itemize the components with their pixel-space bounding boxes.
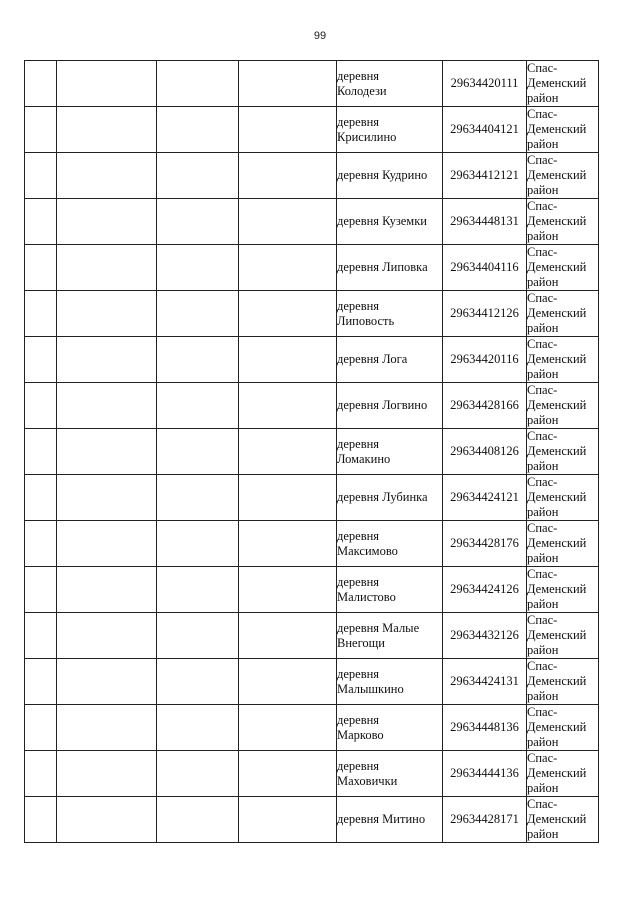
table-row (25, 107, 599, 153)
oktmo-code-cell: 29634444136 (443, 751, 527, 797)
empty-cell (25, 475, 57, 521)
empty-cell (57, 521, 157, 567)
empty-cell (25, 429, 57, 475)
empty-cell (239, 107, 337, 153)
empty-cell (25, 153, 57, 199)
empty-cell (25, 613, 57, 659)
table-row (25, 705, 599, 751)
empty-cell (57, 475, 157, 521)
district-cell: Спас- Деменский район (527, 291, 599, 337)
settlement-name-cell: деревня Митино (337, 797, 443, 843)
settlement-name-cell: деревня Лога (337, 337, 443, 383)
table-row (25, 199, 599, 245)
district-cell: Спас- Деменский район (527, 521, 599, 567)
empty-cell (157, 61, 239, 107)
empty-cell (57, 153, 157, 199)
empty-cell (25, 245, 57, 291)
district-cell: Спас- Деменский район (527, 245, 599, 291)
district-cell: Спас- Деменский район (527, 153, 599, 199)
settlement-name-cell: деревня Малистово (337, 567, 443, 613)
empty-cell (57, 613, 157, 659)
empty-cell (157, 567, 239, 613)
settlement-name-cell: деревня Малышкино (337, 659, 443, 705)
empty-cell (57, 429, 157, 475)
district-cell: Спас- Деменский район (527, 613, 599, 659)
table-row (25, 245, 599, 291)
table-row (25, 61, 599, 107)
oktmo-code-cell: 29634420116 (443, 337, 527, 383)
settlement-name-cell: деревня Малые Внегощи (337, 613, 443, 659)
district-cell: Спас- Деменский район (527, 61, 599, 107)
empty-cell (25, 567, 57, 613)
district-cell: Спас- Деменский район (527, 107, 599, 153)
oktmo-code-cell: 29634420111 (443, 61, 527, 107)
empty-cell (239, 245, 337, 291)
empty-cell (157, 337, 239, 383)
oktmo-code-cell: 29634428176 (443, 521, 527, 567)
empty-cell (239, 337, 337, 383)
oktmo-code-cell: 29634448131 (443, 199, 527, 245)
settlement-name-cell: деревня Лубинка (337, 475, 443, 521)
table-row (25, 337, 599, 383)
empty-cell (157, 107, 239, 153)
empty-cell (157, 245, 239, 291)
empty-cell (157, 429, 239, 475)
empty-cell (239, 751, 337, 797)
empty-cell (157, 705, 239, 751)
empty-cell (157, 475, 239, 521)
empty-cell (157, 521, 239, 567)
oktmo-code-cell: 29634448136 (443, 705, 527, 751)
settlement-name-cell: деревня Максимово (337, 521, 443, 567)
settlement-name-cell: деревня Марково (337, 705, 443, 751)
oktmo-code-cell: 29634428166 (443, 383, 527, 429)
district-cell: Спас- Деменский район (527, 475, 599, 521)
oktmo-code-cell: 29634424121 (443, 475, 527, 521)
empty-cell (57, 291, 157, 337)
empty-cell (239, 705, 337, 751)
empty-cell (57, 383, 157, 429)
empty-cell (239, 291, 337, 337)
empty-cell (239, 153, 337, 199)
empty-cell (239, 61, 337, 107)
empty-cell (239, 199, 337, 245)
oktmo-code-cell: 29634408126 (443, 429, 527, 475)
empty-cell (25, 199, 57, 245)
empty-cell (157, 751, 239, 797)
page-number: 99 (313, 30, 327, 42)
empty-cell (157, 153, 239, 199)
oktmo-code-cell: 29634404116 (443, 245, 527, 291)
district-cell: Спас- Деменский район (527, 797, 599, 843)
empty-cell (57, 337, 157, 383)
empty-cell (25, 751, 57, 797)
table-row (25, 153, 599, 199)
settlement-name-cell: деревня Логвино (337, 383, 443, 429)
empty-cell (57, 61, 157, 107)
district-cell: Спас- Деменский район (527, 751, 599, 797)
empty-cell (57, 567, 157, 613)
oktmo-code-cell: 29634412126 (443, 291, 527, 337)
table-row (25, 797, 599, 843)
empty-cell (157, 797, 239, 843)
empty-cell (157, 613, 239, 659)
settlement-name-cell: деревня Маховички (337, 751, 443, 797)
oktmo-code-cell: 29634424126 (443, 567, 527, 613)
empty-cell (25, 107, 57, 153)
empty-cell (25, 383, 57, 429)
table-row (25, 475, 599, 521)
district-cell: Спас- Деменский район (527, 383, 599, 429)
table-row (25, 291, 599, 337)
empty-cell (25, 797, 57, 843)
empty-cell (239, 475, 337, 521)
empty-cell (57, 199, 157, 245)
empty-cell (157, 383, 239, 429)
table-row (25, 383, 599, 429)
empty-cell (25, 659, 57, 705)
empty-cell (157, 659, 239, 705)
district-cell: Спас- Деменский район (527, 705, 599, 751)
table-row (25, 521, 599, 567)
empty-cell (239, 797, 337, 843)
empty-cell (239, 521, 337, 567)
empty-cell (239, 383, 337, 429)
oktmo-code-cell: 29634424131 (443, 659, 527, 705)
district-cell: Спас- Деменский район (527, 199, 599, 245)
empty-cell (25, 521, 57, 567)
district-cell: Спас- Деменский район (527, 429, 599, 475)
settlements-table (24, 60, 599, 843)
oktmo-code-cell: 29634404121 (443, 107, 527, 153)
empty-cell (57, 659, 157, 705)
oktmo-code-cell: 29634432126 (443, 613, 527, 659)
empty-cell (57, 751, 157, 797)
settlement-name-cell: деревня Куземки (337, 199, 443, 245)
empty-cell (57, 107, 157, 153)
empty-cell (25, 291, 57, 337)
table-row (25, 567, 599, 613)
empty-cell (57, 705, 157, 751)
district-cell: Спас- Деменский район (527, 337, 599, 383)
settlement-name-cell: деревня Колодези (337, 61, 443, 107)
empty-cell (57, 797, 157, 843)
oktmo-code-cell: 29634412121 (443, 153, 527, 199)
settlement-name-cell: деревня Липовость (337, 291, 443, 337)
settlement-name-cell: деревня Кудрино (337, 153, 443, 199)
empty-cell (25, 61, 57, 107)
empty-cell (25, 705, 57, 751)
empty-cell (157, 199, 239, 245)
district-cell: Спас- Деменский район (527, 659, 599, 705)
empty-cell (239, 613, 337, 659)
table-row (25, 751, 599, 797)
oktmo-code-cell: 29634428171 (443, 797, 527, 843)
empty-cell (239, 567, 337, 613)
settlement-name-cell: деревня Крисилино (337, 107, 443, 153)
settlement-name-cell: деревня Ломакино (337, 429, 443, 475)
table-row (25, 613, 599, 659)
empty-cell (25, 337, 57, 383)
empty-cell (157, 291, 239, 337)
table-row (25, 429, 599, 475)
empty-cell (239, 659, 337, 705)
settlement-name-cell: деревня Липовка (337, 245, 443, 291)
empty-cell (239, 429, 337, 475)
empty-cell (57, 245, 157, 291)
district-cell: Спас- Деменский район (527, 567, 599, 613)
table-row (25, 659, 599, 705)
